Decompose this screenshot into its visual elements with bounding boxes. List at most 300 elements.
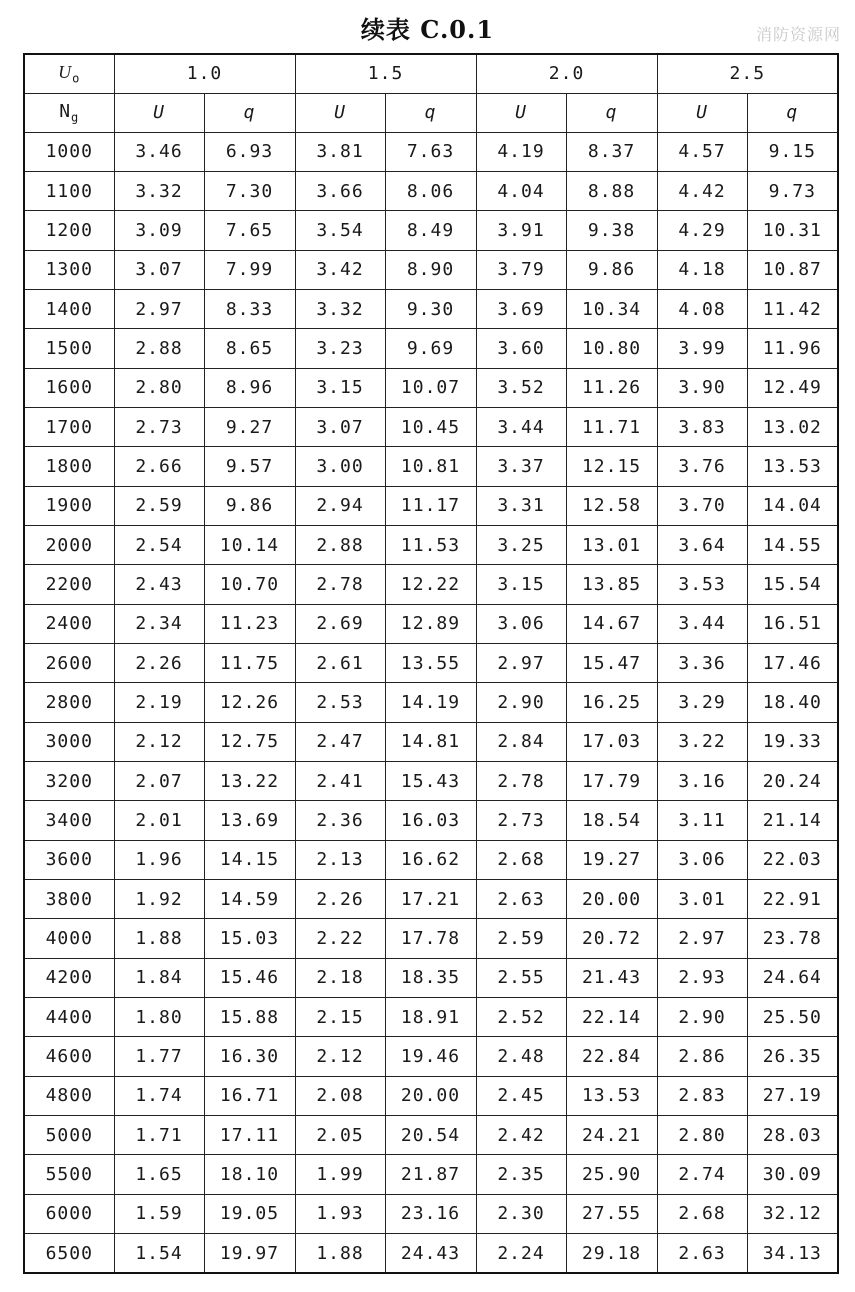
u-value-cell: 2.93 (657, 958, 747, 997)
u-value-cell: 3.46 (114, 132, 204, 171)
q-value-cell: 16.71 (204, 1076, 295, 1115)
u-value-cell: 2.61 (295, 643, 385, 682)
q-value-cell: 15.43 (385, 762, 476, 801)
ng-value-cell: 1500 (24, 329, 114, 368)
u-value-cell: 2.12 (114, 722, 204, 761)
q-value-cell: 32.12 (747, 1194, 838, 1233)
ng-value-cell: 1700 (24, 407, 114, 446)
q-value-cell: 13.55 (385, 643, 476, 682)
uo-symbol: U (58, 61, 73, 82)
u-value-cell: 2.48 (476, 1037, 566, 1076)
ng-value-cell: 1000 (24, 132, 114, 171)
u-value-cell: 2.66 (114, 447, 204, 486)
u-value-cell: 3.06 (476, 604, 566, 643)
q-value-cell: 11.42 (747, 289, 838, 328)
table-row (24, 1155, 838, 1194)
u-value-cell: 3.66 (295, 171, 385, 210)
u-value-cell: 2.73 (476, 801, 566, 840)
q-value-cell: 21.14 (747, 801, 838, 840)
u-value-cell: 3.52 (476, 368, 566, 407)
u-value-cell: 2.30 (476, 1194, 566, 1233)
u-value-cell: 3.44 (476, 407, 566, 446)
u-value-cell: 3.15 (295, 368, 385, 407)
q-value-cell: 25.90 (566, 1155, 657, 1194)
u-value-cell: 4.04 (476, 171, 566, 210)
q-value-cell: 11.96 (747, 329, 838, 368)
u-column-header: U (476, 93, 566, 132)
q-value-cell: 12.15 (566, 447, 657, 486)
u-value-cell: 2.86 (657, 1037, 747, 1076)
q-value-cell: 10.80 (566, 329, 657, 368)
q-value-cell: 17.46 (747, 643, 838, 682)
u-value-cell: 3.32 (114, 171, 204, 210)
q-value-cell: 9.15 (747, 132, 838, 171)
u-value-cell: 3.69 (476, 289, 566, 328)
u-value-cell: 3.07 (295, 407, 385, 446)
q-value-cell: 19.33 (747, 722, 838, 761)
table-row (24, 1116, 838, 1155)
q-value-cell: 14.67 (566, 604, 657, 643)
q-value-cell: 21.87 (385, 1155, 476, 1194)
table-row (24, 919, 838, 958)
u-value-cell: 2.94 (295, 486, 385, 525)
u-value-cell: 2.74 (657, 1155, 747, 1194)
ng-value-cell: 4600 (24, 1037, 114, 1076)
u-value-cell: 3.64 (657, 525, 747, 564)
uo-value-header: 1.5 (295, 54, 476, 93)
uo-subscript: o (72, 71, 81, 86)
u-value-cell: 2.80 (657, 1116, 747, 1155)
data-table (23, 53, 839, 1274)
u-value-cell: 2.18 (295, 958, 385, 997)
u-value-cell: 1.59 (114, 1194, 204, 1233)
q-value-cell: 8.49 (385, 211, 476, 250)
u-value-cell: 1.84 (114, 958, 204, 997)
q-column-header: q (385, 93, 476, 132)
u-value-cell: 4.29 (657, 211, 747, 250)
u-value-cell: 2.41 (295, 762, 385, 801)
u-value-cell: 2.88 (295, 525, 385, 564)
q-value-cell: 9.27 (204, 407, 295, 446)
u-value-cell: 3.16 (657, 762, 747, 801)
q-value-cell: 7.30 (204, 171, 295, 210)
u-value-cell: 3.29 (657, 683, 747, 722)
ng-header-cell (24, 93, 114, 132)
table-row (24, 407, 838, 446)
ng-value-cell: 4800 (24, 1076, 114, 1115)
ng-value-cell: 6500 (24, 1234, 114, 1273)
table-row (24, 801, 838, 840)
q-value-cell: 17.78 (385, 919, 476, 958)
u-value-cell: 3.23 (295, 329, 385, 368)
q-value-cell: 13.02 (747, 407, 838, 446)
q-value-cell: 19.27 (566, 840, 657, 879)
q-value-cell: 8.90 (385, 250, 476, 289)
ng-value-cell: 2000 (24, 525, 114, 564)
u-value-cell: 1.88 (114, 919, 204, 958)
q-value-cell: 20.72 (566, 919, 657, 958)
table-row (24, 722, 838, 761)
u-value-cell: 2.59 (476, 919, 566, 958)
q-value-cell: 16.62 (385, 840, 476, 879)
q-value-cell: 24.43 (385, 1234, 476, 1273)
q-value-cell: 12.49 (747, 368, 838, 407)
u-value-cell: 3.83 (657, 407, 747, 446)
u-value-cell: 3.99 (657, 329, 747, 368)
u-value-cell: 3.79 (476, 250, 566, 289)
q-column-header: q (566, 93, 657, 132)
u-value-cell: 3.91 (476, 211, 566, 250)
ng-subscript: g (71, 110, 80, 125)
q-value-cell: 13.53 (747, 447, 838, 486)
q-value-cell: 8.06 (385, 171, 476, 210)
q-value-cell: 28.03 (747, 1116, 838, 1155)
q-value-cell: 15.54 (747, 565, 838, 604)
u-value-cell: 2.07 (114, 762, 204, 801)
q-value-cell: 22.03 (747, 840, 838, 879)
ng-value-cell: 1100 (24, 171, 114, 210)
q-value-cell: 20.24 (747, 762, 838, 801)
ng-value-cell: 1200 (24, 211, 114, 250)
q-value-cell: 11.23 (204, 604, 295, 643)
q-value-cell: 16.51 (747, 604, 838, 643)
q-value-cell: 17.21 (385, 880, 476, 919)
q-value-cell: 10.14 (204, 525, 295, 564)
u-value-cell: 2.24 (476, 1234, 566, 1273)
u-value-cell: 2.80 (114, 368, 204, 407)
q-value-cell: 22.84 (566, 1037, 657, 1076)
q-value-cell: 18.40 (747, 683, 838, 722)
u-column-header: U (295, 93, 385, 132)
u-value-cell: 4.57 (657, 132, 747, 171)
q-value-cell: 11.17 (385, 486, 476, 525)
ng-value-cell: 5000 (24, 1116, 114, 1155)
q-value-cell: 13.85 (566, 565, 657, 604)
u-value-cell: 3.37 (476, 447, 566, 486)
q-value-cell: 8.33 (204, 289, 295, 328)
q-value-cell: 10.81 (385, 447, 476, 486)
q-value-cell: 11.75 (204, 643, 295, 682)
q-value-cell: 23.78 (747, 919, 838, 958)
header-row-uo (24, 54, 838, 93)
ng-value-cell: 3200 (24, 762, 114, 801)
table-row (24, 762, 838, 801)
q-value-cell: 10.45 (385, 407, 476, 446)
u-value-cell: 2.97 (114, 289, 204, 328)
uo-value-header: 1.0 (114, 54, 295, 93)
q-value-cell: 12.26 (204, 683, 295, 722)
q-value-cell: 24.21 (566, 1116, 657, 1155)
q-value-cell: 11.53 (385, 525, 476, 564)
u-value-cell: 3.06 (657, 840, 747, 879)
q-value-cell: 9.57 (204, 447, 295, 486)
q-value-cell: 22.14 (566, 998, 657, 1037)
q-value-cell: 16.03 (385, 801, 476, 840)
table-row (24, 840, 838, 879)
table-row (24, 880, 838, 919)
q-value-cell: 14.81 (385, 722, 476, 761)
q-value-cell: 13.69 (204, 801, 295, 840)
u-value-cell: 2.43 (114, 565, 204, 604)
q-value-cell: 25.50 (747, 998, 838, 1037)
u-value-cell: 2.05 (295, 1116, 385, 1155)
u-value-cell: 1.54 (114, 1234, 204, 1273)
u-value-cell: 2.45 (476, 1076, 566, 1115)
q-value-cell: 17.11 (204, 1116, 295, 1155)
q-value-cell: 10.31 (747, 211, 838, 250)
q-value-cell: 7.99 (204, 250, 295, 289)
q-value-cell: 7.63 (385, 132, 476, 171)
table-row (24, 643, 838, 682)
u-value-cell: 3.11 (657, 801, 747, 840)
ng-value-cell: 3400 (24, 801, 114, 840)
header-row-ng (24, 93, 838, 132)
u-value-cell: 4.42 (657, 171, 747, 210)
ng-value-cell: 2800 (24, 683, 114, 722)
q-value-cell: 23.16 (385, 1194, 476, 1233)
u-value-cell: 1.65 (114, 1155, 204, 1194)
q-column-header: q (747, 93, 838, 132)
u-value-cell: 1.99 (295, 1155, 385, 1194)
u-value-cell: 2.84 (476, 722, 566, 761)
q-value-cell: 8.96 (204, 368, 295, 407)
u-value-cell: 1.96 (114, 840, 204, 879)
ng-value-cell: 1600 (24, 368, 114, 407)
u-value-cell: 2.08 (295, 1076, 385, 1115)
u-value-cell: 1.93 (295, 1194, 385, 1233)
ng-value-cell: 1800 (24, 447, 114, 486)
u-value-cell: 2.97 (476, 643, 566, 682)
u-value-cell: 2.88 (114, 329, 204, 368)
u-value-cell: 3.76 (657, 447, 747, 486)
u-value-cell: 1.71 (114, 1116, 204, 1155)
table-row (24, 1194, 838, 1233)
table-row (24, 289, 838, 328)
q-value-cell: 9.69 (385, 329, 476, 368)
q-value-cell: 17.03 (566, 722, 657, 761)
q-value-cell: 12.58 (566, 486, 657, 525)
u-value-cell: 3.70 (657, 486, 747, 525)
q-value-cell: 29.18 (566, 1234, 657, 1273)
q-value-cell: 24.64 (747, 958, 838, 997)
u-value-cell: 2.35 (476, 1155, 566, 1194)
q-value-cell: 16.25 (566, 683, 657, 722)
q-value-cell: 13.53 (566, 1076, 657, 1115)
u-value-cell: 3.53 (657, 565, 747, 604)
q-value-cell: 20.00 (566, 880, 657, 919)
u-value-cell: 2.19 (114, 683, 204, 722)
q-value-cell: 12.89 (385, 604, 476, 643)
ng-value-cell: 5500 (24, 1155, 114, 1194)
watermark: 消防资源网 (755, 25, 841, 44)
q-value-cell: 26.35 (747, 1037, 838, 1076)
q-value-cell: 30.09 (747, 1155, 838, 1194)
ng-value-cell: 3000 (24, 722, 114, 761)
table-body (24, 132, 838, 1273)
q-value-cell: 10.70 (204, 565, 295, 604)
q-value-cell: 8.88 (566, 171, 657, 210)
u-value-cell: 4.18 (657, 250, 747, 289)
q-value-cell: 9.86 (204, 486, 295, 525)
ng-value-cell: 6000 (24, 1194, 114, 1233)
ng-value-cell: 2600 (24, 643, 114, 682)
u-value-cell: 3.15 (476, 565, 566, 604)
table-row (24, 368, 838, 407)
uo-value-header: 2.0 (476, 54, 657, 93)
u-value-cell: 2.68 (657, 1194, 747, 1233)
table-row (24, 447, 838, 486)
uo-header-cell (24, 54, 114, 93)
q-value-cell: 14.19 (385, 683, 476, 722)
u-value-cell: 2.78 (476, 762, 566, 801)
u-value-cell: 3.07 (114, 250, 204, 289)
u-value-cell: 2.73 (114, 407, 204, 446)
q-value-cell: 15.03 (204, 919, 295, 958)
q-value-cell: 8.37 (566, 132, 657, 171)
u-value-cell: 2.36 (295, 801, 385, 840)
u-value-cell: 3.81 (295, 132, 385, 171)
u-value-cell: 2.12 (295, 1037, 385, 1076)
q-value-cell: 19.46 (385, 1037, 476, 1076)
u-value-cell: 2.34 (114, 604, 204, 643)
ng-value-cell: 4400 (24, 998, 114, 1037)
q-value-cell: 27.55 (566, 1194, 657, 1233)
u-value-cell: 3.09 (114, 211, 204, 250)
u-value-cell: 1.77 (114, 1037, 204, 1076)
u-value-cell: 3.00 (295, 447, 385, 486)
u-value-cell: 2.47 (295, 722, 385, 761)
u-value-cell: 2.13 (295, 840, 385, 879)
u-value-cell: 3.01 (657, 880, 747, 919)
u-value-cell: 2.15 (295, 998, 385, 1037)
u-value-cell: 2.68 (476, 840, 566, 879)
q-value-cell: 34.13 (747, 1234, 838, 1273)
q-value-cell: 15.88 (204, 998, 295, 1037)
u-value-cell: 2.78 (295, 565, 385, 604)
table-row (24, 1076, 838, 1115)
u-value-cell: 3.36 (657, 643, 747, 682)
u-value-cell: 3.54 (295, 211, 385, 250)
ng-value-cell: 4000 (24, 919, 114, 958)
u-value-cell: 2.83 (657, 1076, 747, 1115)
q-value-cell: 20.54 (385, 1116, 476, 1155)
ng-value-cell: 2200 (24, 565, 114, 604)
ng-value-cell: 1400 (24, 289, 114, 328)
q-value-cell: 18.35 (385, 958, 476, 997)
q-value-cell: 17.79 (566, 762, 657, 801)
q-value-cell: 19.97 (204, 1234, 295, 1273)
ng-value-cell: 1900 (24, 486, 114, 525)
ng-symbol: N (59, 100, 72, 122)
u-value-cell: 2.54 (114, 525, 204, 564)
table-row (24, 683, 838, 722)
q-value-cell: 14.55 (747, 525, 838, 564)
table-row (24, 565, 838, 604)
u-value-cell: 3.42 (295, 250, 385, 289)
u-value-cell: 4.08 (657, 289, 747, 328)
table-row (24, 604, 838, 643)
u-value-cell: 2.59 (114, 486, 204, 525)
u-value-cell: 4.19 (476, 132, 566, 171)
u-value-cell: 2.63 (657, 1234, 747, 1273)
u-value-cell: 2.63 (476, 880, 566, 919)
ng-value-cell: 1300 (24, 250, 114, 289)
table-row (24, 486, 838, 525)
u-value-cell: 1.74 (114, 1076, 204, 1115)
q-value-cell: 12.75 (204, 722, 295, 761)
q-value-cell: 9.86 (566, 250, 657, 289)
q-value-cell: 18.10 (204, 1155, 295, 1194)
table-row (24, 525, 838, 564)
u-value-cell: 2.97 (657, 919, 747, 958)
u-value-cell: 2.42 (476, 1116, 566, 1155)
q-value-cell: 13.22 (204, 762, 295, 801)
q-value-cell: 22.91 (747, 880, 838, 919)
q-value-cell: 18.54 (566, 801, 657, 840)
u-value-cell: 3.60 (476, 329, 566, 368)
q-value-cell: 16.30 (204, 1037, 295, 1076)
u-column-header: U (657, 93, 747, 132)
q-value-cell: 14.04 (747, 486, 838, 525)
q-value-cell: 20.00 (385, 1076, 476, 1115)
q-column-header: q (204, 93, 295, 132)
q-value-cell: 19.05 (204, 1194, 295, 1233)
table-row (24, 250, 838, 289)
table-row (24, 1234, 838, 1273)
u-value-cell: 2.01 (114, 801, 204, 840)
u-value-cell: 2.55 (476, 958, 566, 997)
u-value-cell: 2.26 (114, 643, 204, 682)
table-row (24, 958, 838, 997)
u-value-cell: 1.80 (114, 998, 204, 1037)
ng-value-cell: 3600 (24, 840, 114, 879)
u-value-cell: 3.22 (657, 722, 747, 761)
u-value-cell: 2.52 (476, 998, 566, 1037)
q-value-cell: 9.73 (747, 171, 838, 210)
q-value-cell: 8.65 (204, 329, 295, 368)
q-value-cell: 15.46 (204, 958, 295, 997)
q-value-cell: 7.65 (204, 211, 295, 250)
q-value-cell: 10.87 (747, 250, 838, 289)
table-title: 续表 C.0.1 (360, 15, 495, 44)
q-value-cell: 10.07 (385, 368, 476, 407)
q-value-cell: 18.91 (385, 998, 476, 1037)
table-row (24, 132, 838, 171)
q-value-cell: 13.01 (566, 525, 657, 564)
ng-value-cell: 3800 (24, 880, 114, 919)
q-value-cell: 6.93 (204, 132, 295, 171)
q-value-cell: 12.22 (385, 565, 476, 604)
q-value-cell: 15.47 (566, 643, 657, 682)
u-value-cell: 2.22 (295, 919, 385, 958)
u-value-cell: 1.88 (295, 1234, 385, 1273)
q-value-cell: 10.34 (566, 289, 657, 328)
ng-value-cell: 4200 (24, 958, 114, 997)
ng-value-cell: 2400 (24, 604, 114, 643)
uo-value-header: 2.5 (657, 54, 838, 93)
q-value-cell: 9.30 (385, 289, 476, 328)
u-value-cell: 2.90 (476, 683, 566, 722)
q-value-cell: 21.43 (566, 958, 657, 997)
q-value-cell: 9.38 (566, 211, 657, 250)
table-row (24, 998, 838, 1037)
u-value-cell: 2.69 (295, 604, 385, 643)
u-value-cell: 3.25 (476, 525, 566, 564)
u-column-header: U (114, 93, 204, 132)
u-value-cell: 2.90 (657, 998, 747, 1037)
q-value-cell: 14.15 (204, 840, 295, 879)
q-value-cell: 14.59 (204, 880, 295, 919)
